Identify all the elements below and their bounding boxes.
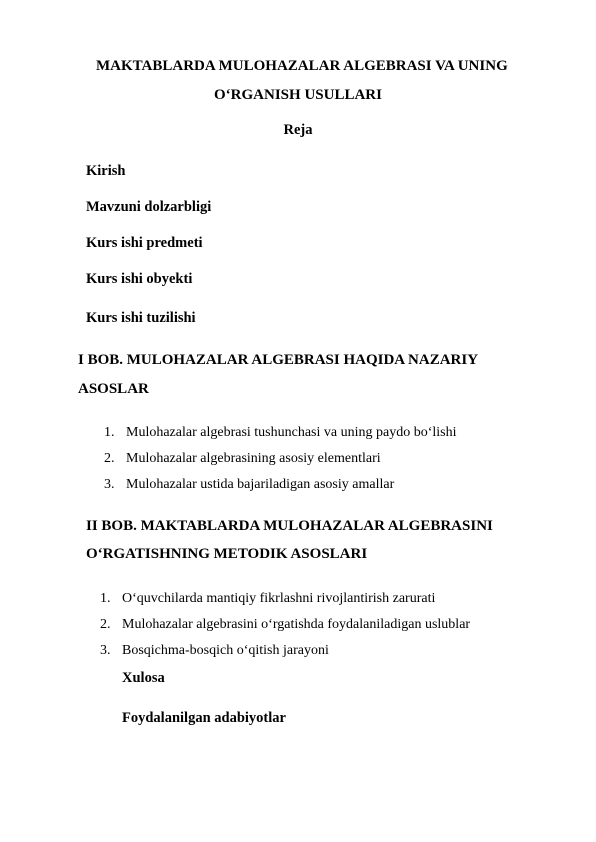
chapter-1-list-item	[104, 477, 394, 493]
document-title-line-2: O‘RGANISH USULLARI	[214, 87, 382, 103]
list-text: Bosqichma-bosqich o‘qitish jarayoni	[122, 643, 329, 658]
list-number: 2.	[104, 451, 115, 466]
list-text: Mulohazalar ustida bajariladigan asosiy amallar	[126, 477, 395, 492]
chapter-1-heading-line-1: I BOB. MULOHAZALAR ALGEBRASI HAQIDA NAZARIY	[78, 352, 479, 368]
chapter-2-list-item	[100, 643, 329, 659]
document-title-line-1: MAKTABLARDA MULOHAZALAR ALGEBRASI VA UNING	[96, 58, 508, 74]
references-heading: Foydalanilgan adabiyotlar	[122, 710, 286, 726]
list-text: Mulohazalar algebrasining asosiy elementlari	[126, 451, 381, 466]
intro-item: Kurs ishi obyekti	[86, 271, 193, 287]
list-text: O‘quvchilarda mantiqiy fikrlashni rivojlantirish zarurati	[122, 591, 436, 606]
conclusion-heading: Xulosa	[122, 670, 165, 686]
list-text: Mulohazalar algebrasi tushunchasi va uning paydo bo‘lishi	[126, 425, 457, 440]
intro-item: Kurs ishi tuzilishi	[86, 310, 196, 326]
chapter-1-heading-line-2: ASOSLAR	[78, 381, 149, 397]
list-number: 3.	[100, 643, 111, 658]
chapter-2-list-item	[100, 591, 435, 607]
chapter-2-heading-line-2: O‘RGATISHNING METODIK ASOSLARI	[86, 546, 368, 562]
plan-heading: Reja	[283, 122, 313, 138]
intro-item: Kurs ishi predmeti	[86, 235, 203, 251]
chapter-2-heading-line-1: II BOB. MAKTABLARDA MULOHAZALAR ALGEBRASINI	[86, 518, 493, 534]
list-number: 1.	[100, 591, 111, 606]
chapter-2-list-item	[100, 617, 470, 633]
list-number: 1.	[104, 425, 115, 440]
list-text: Mulohazalar algebrasini o‘rgatishda foydalaniladigan uslublar	[122, 617, 471, 632]
list-number: 2.	[100, 617, 111, 632]
list-number: 3.	[104, 477, 115, 492]
chapter-1-list-item	[104, 451, 381, 467]
intro-item: Kirish	[86, 163, 126, 179]
chapter-1-list-item	[104, 425, 456, 441]
intro-item: Mavzuni dolzarbligi	[86, 199, 212, 215]
